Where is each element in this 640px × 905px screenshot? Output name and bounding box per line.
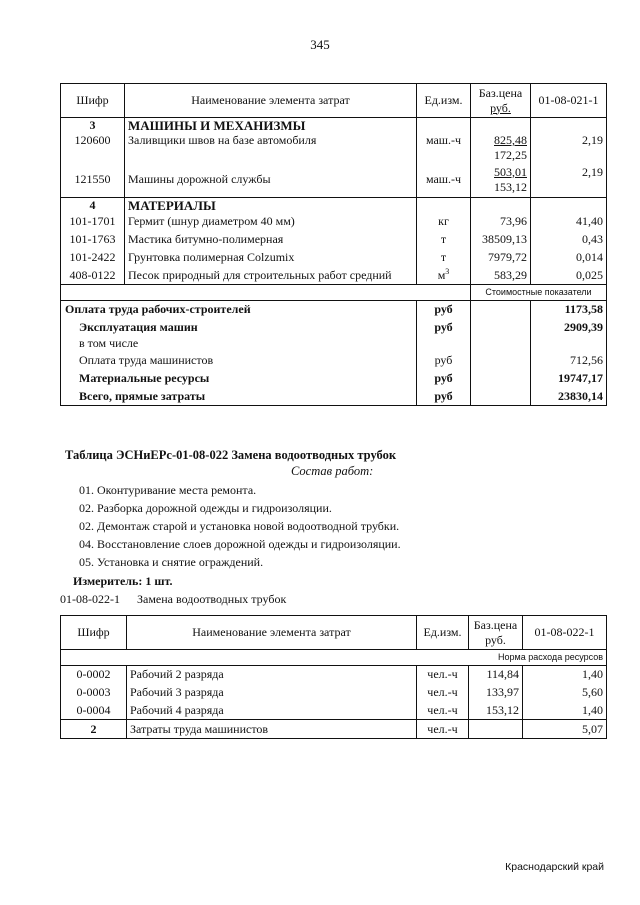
total-unit: руб [417,319,471,336]
section-row-machines [61,118,607,134]
row-code: 101-1701 [61,213,125,231]
total-value: 1173,58 [531,301,607,319]
col-header-price [469,616,523,650]
price-header-line2: руб. [490,100,511,115]
row-unit: маш.-ч [417,163,471,197]
work-item: 02. Разборка дорожной одежды и гидроизоляции. [79,501,332,515]
section-code: 4 [61,197,125,213]
price-header-line1: Баз.цена [473,617,518,632]
col-header-code: Шифр [61,84,125,118]
section-title: Таблица ЭСНиЕРс-01-08-022 Замена водоотводных трубок [65,448,397,462]
cost-table-1 [60,83,607,406]
table-row [61,267,607,285]
table-row [61,684,607,702]
row-name: Рабочий 2 разряда [127,666,417,684]
row-value: 2,19 [531,163,607,197]
row-code: 121550 [61,163,125,197]
total-row [61,388,607,406]
work-item: 02. Демонтаж старой и установка новой водоотводной трубки. [79,519,400,533]
total-unit [417,336,471,352]
row-name: Гермит (шнур диаметром 40 мм) [125,213,417,231]
row-code: 2 [61,720,127,739]
row-code: 0-0004 [61,702,127,720]
row-name: Заливщики швов на базе автомобиля [125,133,417,163]
unit-base: м [437,267,446,282]
col-header-norm: 01-08-022-1 [523,616,607,650]
table-row [61,702,607,720]
row-name: Рабочий 3 разряда [127,684,417,702]
row-unit: маш.-ч [417,133,471,163]
row-value: 2,19 [531,133,607,163]
table-header-row [61,616,607,650]
col-header-name: Наименование элемента затрат [127,616,417,650]
total-value: 23830,14 [531,388,607,406]
total-row [61,301,607,319]
table-row [61,666,607,684]
total-name: Оплата труда рабочих-строителей [61,301,417,319]
table-row [61,720,607,739]
row-price [471,163,531,197]
table-row [61,249,607,267]
row-unit: чел.-ч [417,720,469,739]
table-row [61,133,607,163]
total-name: Материальные ресурсы [61,370,417,388]
table-row [61,213,607,231]
row-unit: т [417,231,471,249]
total-row [61,370,607,388]
row-value: 5,60 [523,684,607,702]
footer-region: Краснодарский край [505,861,604,873]
row-name: Грунтовка полимерная Colzumix [125,249,417,267]
total-value: 2909,39 [531,319,607,336]
item-name: Замена водоотводных трубок [137,592,287,606]
row-name: Песок природный для строительных работ средний [125,267,417,285]
price-secondary: 172,25 [494,148,527,162]
row-code: 0-0002 [61,666,127,684]
total-name: в том числе [61,336,417,352]
col-header-norm: 01-08-021-1 [531,84,607,118]
price-main: 825,48 [494,133,527,147]
row-code: 101-1763 [61,231,125,249]
work-item: 01. Оконтуривание места ремонта. [79,483,257,497]
total-name: Эксплуатация машин [61,319,417,336]
row-price: 153,12 [469,702,523,720]
price-header-line2: руб. [485,632,506,647]
price-header-line1: Баз.цена [478,85,523,100]
cost-indicators-label: Стоимостные показатели [471,285,607,301]
row-unit [417,267,471,285]
total-unit: руб [417,352,471,370]
meter-label: Измеритель: 1 шт. [73,574,173,588]
row-name: Рабочий 4 разряда [127,702,417,720]
row-value: 0,014 [531,249,607,267]
row-price: 133,97 [469,684,523,702]
col-header-name: Наименование элемента затрат [125,84,417,118]
table-row [61,231,607,249]
row-value: 5,07 [523,720,607,739]
resource-header-row [61,650,607,666]
total-name: Оплата труда машинистов [61,352,417,370]
price-main: 503,01 [494,164,527,179]
row-code: 101-2422 [61,249,125,267]
col-header-unit: Ед.изм. [417,616,469,650]
total-value [531,336,607,352]
col-header-price [471,84,531,118]
total-unit: руб [417,388,471,406]
work-item: 04. Восстановление слоев дорожной одежды и гидроизоляции. [79,537,401,551]
row-name: Машины дорожной службы [125,163,417,197]
section-row-materials [61,197,607,213]
total-unit: руб [417,370,471,388]
total-row [61,352,607,370]
row-value: 1,40 [523,702,607,720]
item-code: 01-08-022-1 [60,592,120,606]
row-price [471,133,531,163]
row-value: 1,40 [523,666,607,684]
table-header-row [61,84,607,118]
total-row [61,319,607,336]
resource-norm-label: Норма расхода ресурсов [469,650,607,666]
row-price [469,720,523,739]
composition-title: Состав работ: [291,464,374,478]
cost-table-2 [60,615,607,739]
cost-header-row [61,285,607,301]
row-value: 41,40 [531,213,607,231]
row-name: Затраты труда машинистов [127,720,417,739]
total-name: Всего, прямые затраты [61,388,417,406]
col-header-code: Шифр [61,616,127,650]
row-value: 0,025 [531,267,607,285]
row-price: 38509,13 [471,231,531,249]
col-header-unit: Ед.изм. [417,84,471,118]
section-code: 3 [61,118,125,134]
section-title: МАШИНЫ И МЕХАНИЗМЫ [125,118,417,134]
row-unit: т [417,249,471,267]
row-value: 0,43 [531,231,607,249]
row-code: 408-0122 [61,267,125,285]
row-unit: кг [417,213,471,231]
table-row [61,163,607,197]
row-code: 120600 [61,133,125,163]
row-price: 114,84 [469,666,523,684]
total-value: 712,56 [531,352,607,370]
row-price: 7979,72 [471,249,531,267]
row-price: 73,96 [471,213,531,231]
row-price: 583,29 [471,267,531,285]
unit-superscript: 3 [445,266,450,276]
page-number: 345 [310,37,330,52]
row-unit: чел.-ч [417,702,469,720]
total-value: 19747,17 [531,370,607,388]
row-name: Мастика битумно-полимерная [125,231,417,249]
total-unit: руб [417,301,471,319]
row-unit: чел.-ч [417,666,469,684]
price-secondary: 153,12 [494,179,527,194]
row-unit: чел.-ч [417,684,469,702]
work-item: 05. Установка и снятие ограждений. [79,555,264,569]
total-row [61,336,607,352]
row-code: 0-0003 [61,684,127,702]
section-title: МАТЕРИАЛЫ [125,197,417,213]
